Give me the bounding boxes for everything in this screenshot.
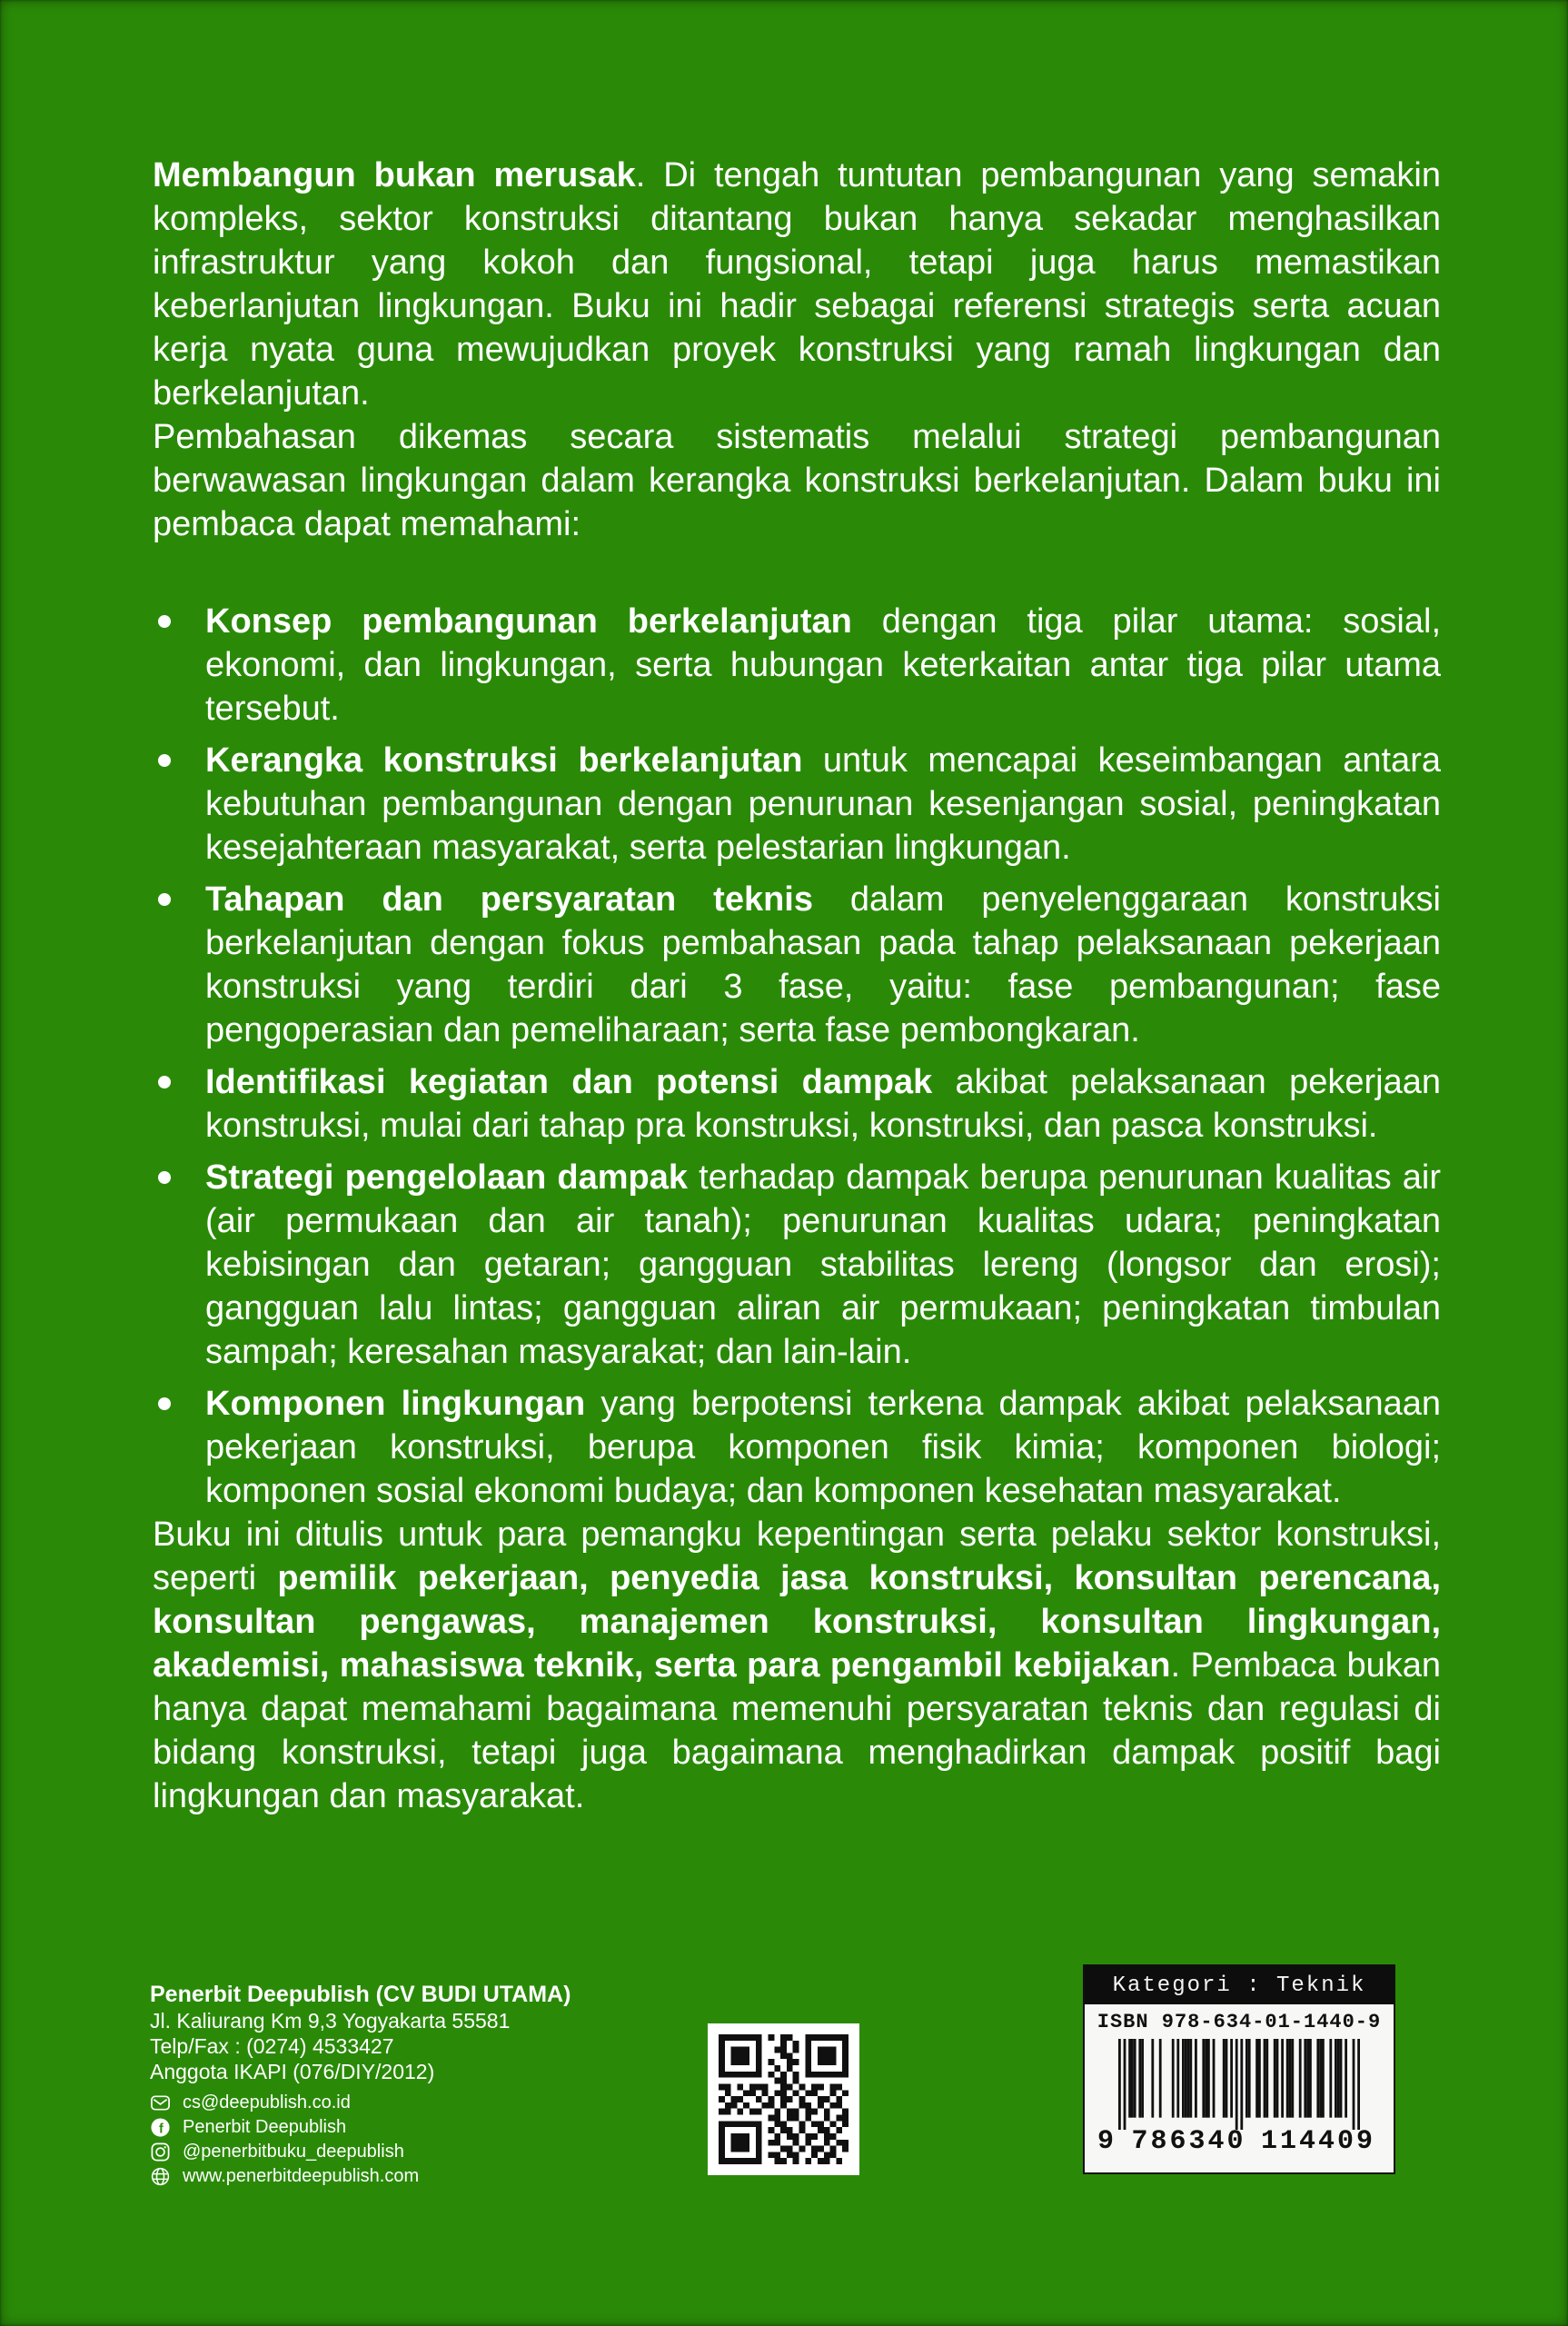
closing-post: . Pembaca bukan hanya dapat memahami bagaimana memenuhi persyaratan teknis dan regulasi di bidang konstruksi, tetapi juga bagaimana menghadirkan dampak positif bagi lingkungan dan masyarakat. <box>153 1646 1441 1815</box>
barcode-digit-group: 114409 <box>1260 2126 1375 2157</box>
facebook-icon <box>150 2117 171 2138</box>
closing-pre: Buku ini ditulis untuk para pemangku kepentingan serta pelaku sektor konstruksi, seperti <box>153 1516 1441 1597</box>
barcode-digits <box>1085 2126 1394 2157</box>
isbn-number: ISBN 978-634-01-1440-9 <box>1097 2011 1382 2033</box>
barcode-bars <box>1118 2039 1360 2130</box>
contact-label: Penerbit Deepublish <box>183 2117 347 2137</box>
contact-label: @penerbitbuku_deepublish <box>183 2142 404 2162</box>
list-item-text: dengan tiga pilar utama: sosial, ekonomi, dan lingkungan, serta hubungan keterkaitan antar tiga pilar utama tersebut. <box>205 602 1442 728</box>
synopsis <box>153 154 1441 1818</box>
barcode-digit-group: 9 <box>1097 2126 1117 2157</box>
list-item <box>205 1382 1441 1513</box>
globe-icon <box>150 2166 171 2187</box>
email-icon <box>150 2092 171 2113</box>
list-item-title: Identifikasi kegiatan dan potensi dampak <box>205 1063 933 1101</box>
list-item-text: dalam penyelenggaraan konstruksi berkelanjutan dengan fokus pembahasan pada tahap pelaksanaan pekerjaan konstruksi yang terdiri dari 3 fase, yaitu: fase pembangunan; fase pengoperasian dan pemeliharaan; serta fase pembongkaran. <box>205 880 1441 1049</box>
audience-paragraph <box>153 1513 1441 1818</box>
publisher-address: Jl. Kaliurang Km 9,3 Yogyakarta 55581 <box>150 2009 511 2033</box>
list-item-text: akibat pelaksanaan pekerjaan konstruksi, mulai dari tahap pra konstruksi, konstruksi, dan pasca konstruksi. <box>205 1063 1441 1145</box>
publisher-block <box>150 1982 571 2188</box>
qr-code <box>708 2023 859 2175</box>
intro-lead-rest: . Di tengah tuntutan pembangunan yang semakin kompleks, sektor konstruksi ditantang bukan hanya sekadar menghasilkan infrastruktur yang kokoh dan fungsional, tetapi juga harus memastikan keberlanjutan lingkungan. Buku ini hadir sebagai referensi strategis serta acuan kerja nyata guna mewujudkan proyek konstruksi yang ramah lingkungan dan berkelanjutan. <box>153 156 1441 413</box>
contact-row-website <box>150 2164 571 2188</box>
list-item-title: Strategi pengelolaan dampak <box>205 1158 689 1197</box>
contact-label: cs@deepublish.co.id <box>183 2092 351 2112</box>
contact-list <box>150 2091 571 2188</box>
list-item-title: Komponen lingkungan <box>205 1385 586 1423</box>
list-item <box>205 1156 1441 1374</box>
instagram-icon <box>150 2142 171 2162</box>
publisher-phone: Telp/Fax : (0274) 4533427 <box>150 2034 394 2058</box>
list-item-title: Konsep pembangunan berkelanjutan <box>205 602 852 641</box>
list-item <box>205 1060 1441 1148</box>
closing-bold: pemilik pekerjaan, penyedia jasa konstruksi, konsultan perencana, konsultan pengawas, manajemen konstruksi, konsultan lingkungan, akademisi, mahasiswa teknik, serta para pengambil kebijakan <box>153 1559 1441 1685</box>
list-item-text: untuk mencapai keseimbangan antara kebutuhan pembangunan dengan penurunan kesenjangan sosial, peningkatan kesejahteraan masyarakat, serta pelestarian lingkungan. <box>205 741 1441 867</box>
list-item-text: yang berpotensi terkena dampak akibat pelaksanaan pekerjaan konstruksi, berupa komponen fisik kimia; komponen biologi; komponen sosial ekonomi budaya; dan komponen kesehatan masyarakat. <box>205 1385 1441 1510</box>
contact-row-email <box>150 2091 571 2114</box>
contact-row-instagram <box>150 2140 571 2163</box>
contact-row-facebook <box>150 2115 571 2139</box>
list-item-title: Kerangka konstruksi berkelanjutan <box>205 741 803 780</box>
overview-paragraph: Pembahasan dikemas secara sistematis melalui strategi pembangunan berwawasan lingkungan dalam kerangka konstruksi berkelanjutan. Dalam buku ini pembaca dapat memahami: <box>153 418 1441 543</box>
publisher-membership: Anggota IKAPI (076/DIY/2012) <box>150 2060 435 2083</box>
intro-lead-bold: Membangun bukan merusak <box>153 156 636 194</box>
list-item <box>205 878 1441 1052</box>
category-label: Kategori : Teknik <box>1085 1966 1394 2004</box>
list-item-text: terhadap dampak berupa penurunan kualitas air (air permukaan dan air tanah); penurunan kualitas udara; peningkatan kebisingan dan getaran; gangguan stabilitas lereng (longsor dan erosi); gangguan lalu lintas; gangguan aliran air permukaan; peningkatan timbulan sampah; keresahan masyarakat; dan lain-lain. <box>205 1158 1442 1371</box>
list-item <box>205 600 1441 731</box>
publisher-name: Penerbit Deepublish (CV BUDI UTAMA) <box>150 1982 571 2007</box>
barcode-digit-group: 786340 <box>1131 2126 1246 2157</box>
contact-label: www.penerbitdeepublish.com <box>183 2166 420 2186</box>
svg-text:f: f <box>159 2121 164 2136</box>
key-points-list <box>153 600 1441 1513</box>
list-item-title: Tahapan dan persyaratan teknis <box>205 880 813 919</box>
intro-paragraph <box>153 154 1441 415</box>
list-item <box>205 739 1441 870</box>
isbn-barcode-panel <box>1083 1964 1395 2174</box>
